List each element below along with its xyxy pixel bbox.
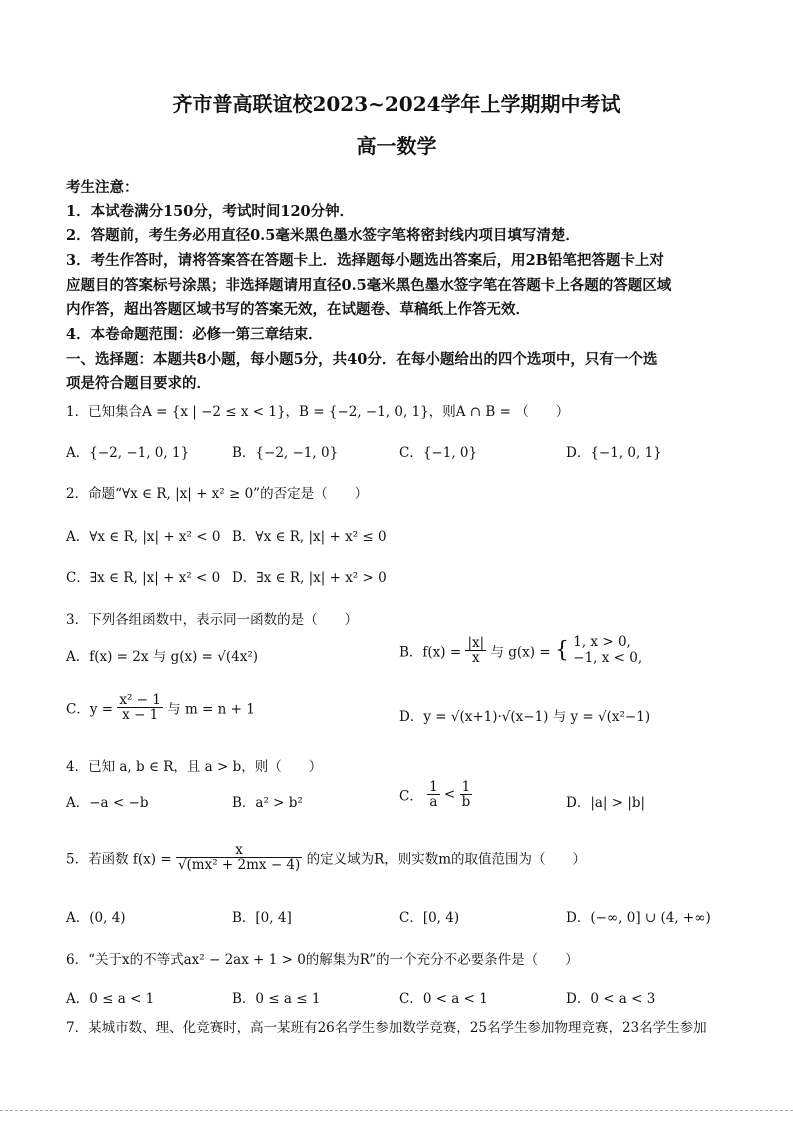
question-3-option-b-prefix: B．f(x) =: [399, 644, 462, 661]
question-2-stem: 2．命题“∀x ∈ R, |x| + x² ≥ 0”的否定是（ ）: [66, 486, 369, 502]
note-3-line-2: 应题目的答案标号涂黑；非选择题请用直径0.5毫米黑色墨水签字笔在答题卡上各题的答题区域: [66, 277, 672, 294]
question-3-option-c-prefix: C．y =: [66, 701, 114, 718]
question-3-stem: 3．下列各组函数中，表示同一函数的是（ ）: [66, 612, 359, 628]
question-4-stem: 4．已知 a, b ∈ R，且 a > b，则（ ）: [66, 759, 323, 775]
section-heading-line-1: 一、选择题：本题共8小题，每小题5分，共40分．在每小题给出的四个选项中，只有一个选: [66, 351, 658, 368]
question-5-option-c: C．[0, 4): [399, 910, 460, 926]
question-5-option-b: B．[0, 4]: [232, 910, 292, 926]
question-1-option-b: B．{−2, −1, 0}: [232, 445, 339, 461]
note-2: 2．答题前，考生务必用直径0.5毫米黑色墨水签字笔将密封线内项目填写清楚．: [66, 227, 580, 244]
question-3-option-c-fraction: [117, 693, 163, 722]
question-3-option-c-suffix: 与 m = n + 1: [167, 701, 255, 718]
question-6-option-c: C．0 < a < 1: [399, 991, 488, 1007]
question-6-stem: 6．“关于x的不等式ax² − 2ax + 1 > 0的解集为R”的一个充分不必要条件是（ ）: [66, 952, 579, 968]
question-3-option-b: [399, 635, 642, 666]
brace-icon: {: [554, 637, 569, 663]
note-1: 1．本试卷满分150分，考试时间120分钟．: [66, 203, 355, 220]
question-3-option-c: [66, 693, 255, 722]
question-2-option-a: A．∀x ∈ R, |x| + x² < 0: [66, 529, 221, 545]
question-6-option-b: B．0 ≤ a ≤ 1: [232, 991, 321, 1007]
question-4-option-b: B．a² > b²: [232, 795, 303, 811]
note-3-line-3: 内作答，超出答题区域书写的答案无效，在试题卷、草稿纸上作答无效．: [66, 301, 530, 318]
question-3-option-c-denominator: x − 1: [122, 707, 159, 724]
question-4-option-c-fraction-2: [460, 780, 473, 809]
question-2-option-c: C．∃x ∈ R, |x| + x² < 0: [66, 570, 221, 586]
question-4-option-c-numerator-1: 1: [429, 779, 438, 795]
question-5-option-a: A．(0, 4): [66, 910, 126, 926]
question-3-option-b-mid: 与 g(x) =: [490, 644, 551, 661]
note-4: 4．本卷命题范围：必修一第三章结束．: [66, 326, 323, 343]
question-3-option-b-denominator: x: [472, 650, 480, 667]
exam-subject: 高一数学: [356, 134, 437, 158]
question-1-option-c: C．{−1, 0}: [399, 445, 478, 461]
question-3-option-a: A．f(x) = 2x 与 g(x) = √(4x²): [66, 649, 259, 665]
section-heading-line-2: 项是符合题目要求的．: [66, 375, 211, 392]
question-4-option-d: D．|a| > |b|: [566, 795, 646, 811]
question-1-option-a: A．{−2, −1, 0, 1}: [66, 445, 190, 461]
question-6-option-a: A．0 ≤ a < 1: [66, 991, 155, 1007]
question-1-stem: 1．已知集合A = {x | −2 ≤ x < 1}，B = {−2, −1, 0, 1}，则A ∩ B = （ ）: [66, 404, 570, 420]
question-3-option-b-case-1: 1, x > 0,: [573, 634, 631, 650]
question-4-option-c-prefix: C．: [399, 788, 423, 805]
page-bottom-divider: [0, 1110, 793, 1111]
question-3-option-d: D．y = √(x+1)·√(x−1) 与 y = √(x²−1): [399, 709, 651, 725]
question-3-option-c-numerator: x² − 1: [119, 692, 161, 708]
question-2-option-b: B．∀x ∈ R, |x| + x² ≤ 0: [232, 529, 387, 545]
question-3-option-b-case-2: −1, x < 0,: [573, 649, 643, 666]
question-7-stem: 7．某城市数、理、化竞赛时，高一某班有26名学生参加数学竞赛，25名学生参加物理竞赛，23名学生参加: [66, 1020, 707, 1036]
exam-title: 齐市普高联谊校2023~2024学年上学期期中考试: [172, 92, 621, 116]
question-4-option-c-denominator-1: a: [429, 794, 438, 811]
question-3-option-b-cases: [573, 635, 642, 666]
question-5-stem: [66, 843, 586, 872]
question-4-option-c-denominator-2: b: [461, 794, 471, 811]
question-2-option-d: D．∃x ∈ R, |x| + x² > 0: [232, 570, 387, 586]
question-4-option-c-fraction-1: [427, 780, 440, 809]
question-4-option-c-numerator-2: 1: [460, 780, 473, 795]
question-5-fraction: [176, 843, 302, 872]
question-3-option-b-numerator: |x|: [467, 634, 485, 651]
question-4-option-a: A．−a < −b: [66, 795, 149, 811]
notes-heading: 考生注意：: [66, 179, 139, 196]
question-3-option-b-fraction: [465, 636, 486, 665]
question-1-option-d: D．{−1, 0, 1}: [566, 445, 662, 461]
question-5-option-d: D．(−∞, 0] ∪ (4, +∞): [566, 910, 711, 926]
question-4-option-c: [399, 780, 472, 809]
question-5-numerator: x: [176, 843, 302, 858]
question-5-prefix: 5．若函数 f(x) =: [66, 851, 172, 868]
question-4-option-c-operator: <: [444, 786, 456, 803]
question-5-denominator: √(mx² + 2mx − 4): [177, 857, 301, 874]
question-5-suffix: 的定义域为R，则实数m的取值范围为（ ）: [306, 851, 587, 868]
note-3-line-1: 3．考生作答时，请将答案答在答题卡上．选择题每小题选出答案后，用2B铅笔把答题卡上对: [66, 252, 664, 269]
question-6-option-d: D．0 < a < 3: [566, 991, 656, 1007]
